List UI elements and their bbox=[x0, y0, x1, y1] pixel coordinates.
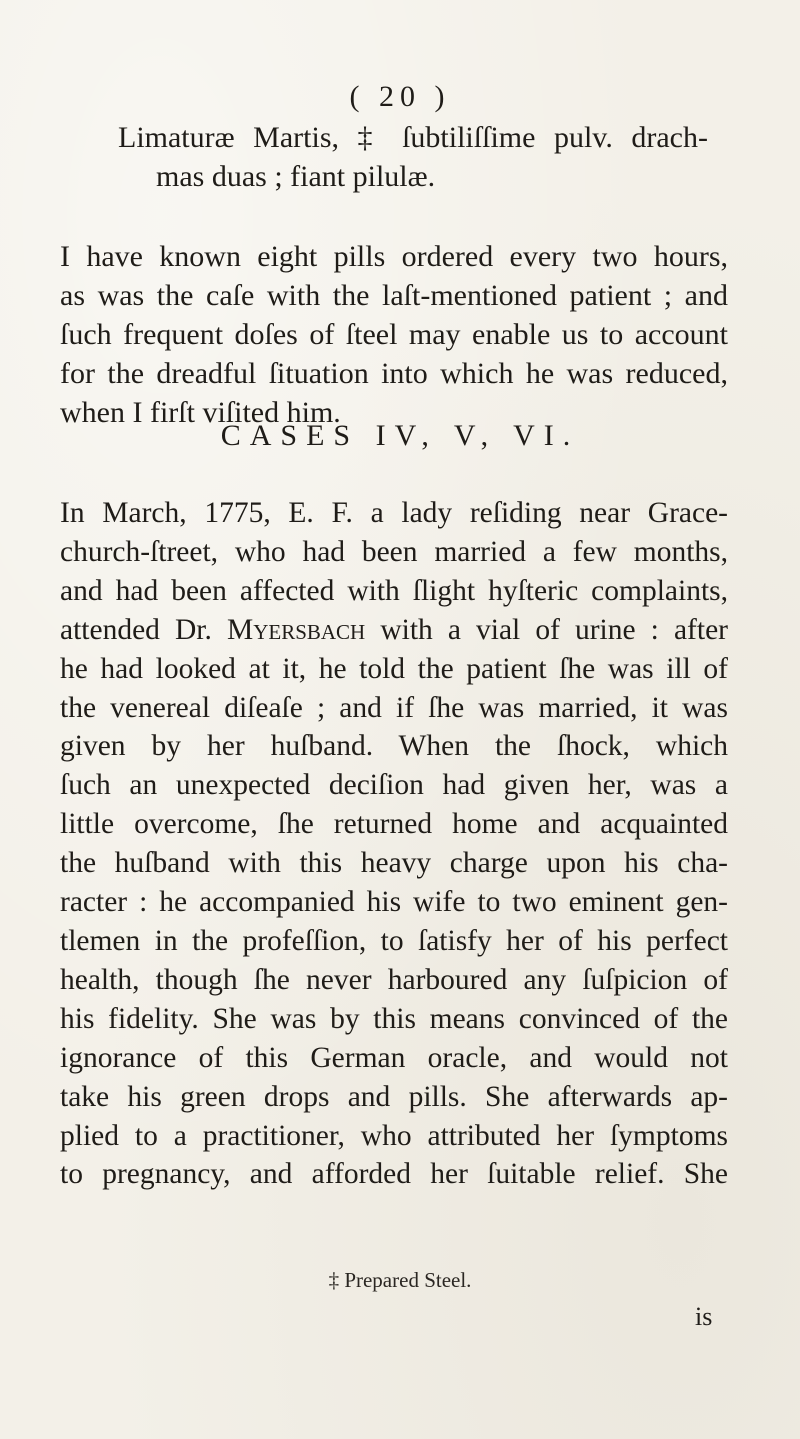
physician-name: Myersbach bbox=[226, 613, 366, 646]
line-text: with a vial of urine : after bbox=[365, 613, 728, 646]
paragraph-case-narrative bbox=[60, 494, 728, 1194]
page-number: ( 20 ) bbox=[349, 80, 451, 113]
paragraph-line: church-ſtreet, who had been married a few months, bbox=[60, 535, 728, 568]
paragraph-line: his fidelity. She was by this means convinced of the bbox=[60, 1002, 728, 1035]
paragraph-line: little overcome, ſhe returned home and acquainted bbox=[60, 808, 728, 841]
recipe-block bbox=[118, 118, 708, 196]
line-text: attended Dr. bbox=[60, 613, 227, 646]
recipe-line-1: Limaturæ Martis, ‡ ſubtiliſſime pulv. drach- bbox=[118, 121, 708, 154]
section-heading: CASES IV, V, VI. bbox=[220, 419, 580, 452]
paragraph-line: for the dreadful ſituation into which he was reduced, bbox=[60, 357, 728, 390]
paragraph-line: he had looked at it, he told the patient ſhe was ill of bbox=[60, 652, 728, 685]
paragraph-line: racter : he accompanied his wife to two eminent gen- bbox=[60, 886, 728, 919]
paragraph-line: I have known eight pills ordered every two hours, bbox=[60, 240, 728, 273]
catchword: is bbox=[695, 1302, 713, 1331]
footnote: ‡ Prepared Steel. bbox=[328, 1268, 472, 1292]
paragraph-steel-doses bbox=[60, 237, 728, 432]
paragraph-line bbox=[60, 611, 728, 650]
paragraph-line: tlemen in the profeſſion, to ſatisfy her of his perfect bbox=[60, 924, 728, 957]
paragraph-line: ſuch an unexpected deciſion had given her, was a bbox=[60, 769, 728, 802]
paragraph-line: to pregnancy, and afforded her ſuitable relief. She bbox=[60, 1158, 728, 1191]
paragraph-line: ſuch frequent doſes of ſteel may enable us to account bbox=[60, 318, 728, 351]
recipe-line-2: mas duas ; fiant pilulæ. bbox=[156, 160, 436, 193]
paragraph-line: the huſband with this heavy charge upon his cha- bbox=[60, 847, 728, 880]
paragraph-line: take his green drops and pills. She afterwards ap- bbox=[60, 1080, 728, 1113]
paragraph-line: plied to a practitioner, who attributed her ſymptoms bbox=[60, 1119, 728, 1152]
paragraph-line: ignorance of this German oracle, and would not bbox=[60, 1041, 728, 1074]
paragraph-line: In March, 1775, E. F. a lady reſiding near Grace- bbox=[60, 497, 728, 529]
paragraph-line: when I firſt viſited him. bbox=[60, 396, 341, 429]
paragraph-line: health, though ſhe never harboured any ſuſpicion of bbox=[60, 963, 728, 996]
paragraph-line: the venereal diſeaſe ; and if ſhe was married, it was bbox=[60, 691, 728, 724]
paragraph-line: and had been affected with ſlight hyſteric complaints, bbox=[60, 574, 728, 607]
paragraph-line: as was the caſe with the laſt-mentioned patient ; and bbox=[60, 279, 728, 312]
paragraph-line: given by her huſband. When the ſhock, which bbox=[60, 730, 728, 763]
